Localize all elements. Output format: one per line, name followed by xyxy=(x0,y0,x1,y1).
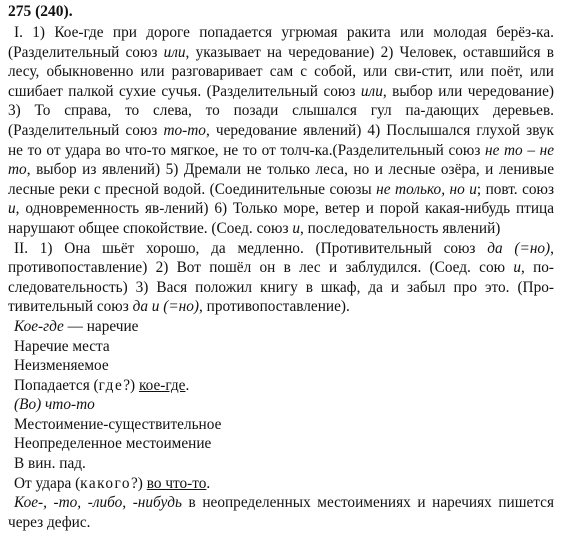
analysis-text: От удара ( xyxy=(14,474,81,492)
analysis-text: Попадается ( xyxy=(14,376,99,394)
part-one-paragraph xyxy=(8,23,554,239)
morphological-analysis xyxy=(8,317,554,493)
conjunction-i-1: и xyxy=(8,200,16,218)
part-one-text-8: , последовательность явлений) xyxy=(299,219,501,237)
part-two-text-4: , противопоставление). xyxy=(199,298,350,316)
conjunction-i-2: и xyxy=(292,219,300,237)
analysis-text: . xyxy=(206,474,211,492)
analysis-question: где xyxy=(98,376,124,394)
analysis-line xyxy=(14,395,554,415)
part-one-text-2: , указывает на чередование) 2) Человек, оставшийся в лесу, обыкновенно или разговаривает сам с собой, или сви-стит, или поёт, или сшибает палкой сухие сучья. (Разделительный союз xyxy=(8,43,554,100)
part-one-text-7: , одновременность яв-лений) 6) Только море, ветер и порой какая-нибудь птица нарушают общее спокойствие. (Соед. союз xyxy=(8,200,554,237)
document-page xyxy=(8,2,554,532)
part-one-text-1: I. 1) Кое-где при дороге попадается угрюмая ракита или молодая берёз-ка. (Разделительный союз xyxy=(8,24,554,61)
part-two-text-1: II. 1) Она шьёт хорошо, да медленно. (Противительный союз xyxy=(14,239,488,257)
analysis-line: Наречие места xyxy=(14,337,110,355)
analysis-line xyxy=(14,317,554,337)
part-two-paragraph xyxy=(8,239,554,317)
rule-text: в неопределенных местоимениях и наречиях пишется через дефис. xyxy=(8,494,554,531)
conjunction-to-to: то-то xyxy=(163,121,206,139)
part-one-text-5: , выбор из явлений) 5) Дремали не только леса, но и лесные озёра, и ленивые лесные реки с пресной водой. (Соединительные союзы xyxy=(8,161,554,198)
rule-particles: Кое-, -то, -либо, -нибудь xyxy=(14,494,182,512)
analysis-text: ?) xyxy=(123,376,139,394)
analysis-underlined-word: во что-то xyxy=(146,474,207,492)
analysis-word-koe-gde: Кое-где xyxy=(14,317,64,335)
conjunction-da: да (=но) xyxy=(487,239,551,257)
conjunction-da-i: да и (=но) xyxy=(132,298,200,316)
analysis-word-chto-to: (Во) что-то xyxy=(14,396,95,414)
analysis-line xyxy=(14,376,554,396)
analysis-text: . xyxy=(185,376,190,394)
spelling-rule xyxy=(8,493,554,532)
part-one-text-3: , выбор или чередование) 3) То справа, то слева, то позади слышался гул па-дающих деревьев. (Разделительный союз xyxy=(8,82,554,139)
conjunction-i-3: и xyxy=(513,259,521,277)
conjunction-ne-tolko: не только, но и xyxy=(376,180,477,198)
analysis-line: Неопределенное местоимение xyxy=(14,435,212,453)
analysis-line: Неизменяемое xyxy=(14,357,109,375)
analysis-line: Местоимение-существительное xyxy=(14,415,222,433)
analysis-line: В вин. пад. xyxy=(14,455,86,473)
analysis-text: ?) xyxy=(131,474,147,492)
conjunction-ne-to: не то – не то xyxy=(8,141,554,179)
analysis-underlined-word: кое-где xyxy=(138,376,186,394)
exercise-number: 275 (240). xyxy=(8,3,73,20)
analysis-line xyxy=(14,474,554,494)
part-one-text-6: ; повт. союз xyxy=(476,180,554,198)
conjunction-ili-1: или xyxy=(163,43,186,61)
analysis-question: какого xyxy=(80,474,132,492)
part-two-text-2: , противопоставление) 2) Вот пошёл он в лес и заблудился. (Соед. сою xyxy=(8,239,554,277)
analysis-part-of-speech: — наречие xyxy=(63,317,139,335)
part-one-text-4: , чередование явлений) 4) Послышался глухой звук не то от удара во что-то мягкое, не то от толч-ка.(Разделительный союз xyxy=(8,121,554,159)
conjunction-ili-2: или xyxy=(360,82,383,100)
part-two-text-3: , по-следовательность) 3) Вася положил книгу в шкаф, да и забыл про это. (Про-тивительный союз xyxy=(8,259,555,316)
